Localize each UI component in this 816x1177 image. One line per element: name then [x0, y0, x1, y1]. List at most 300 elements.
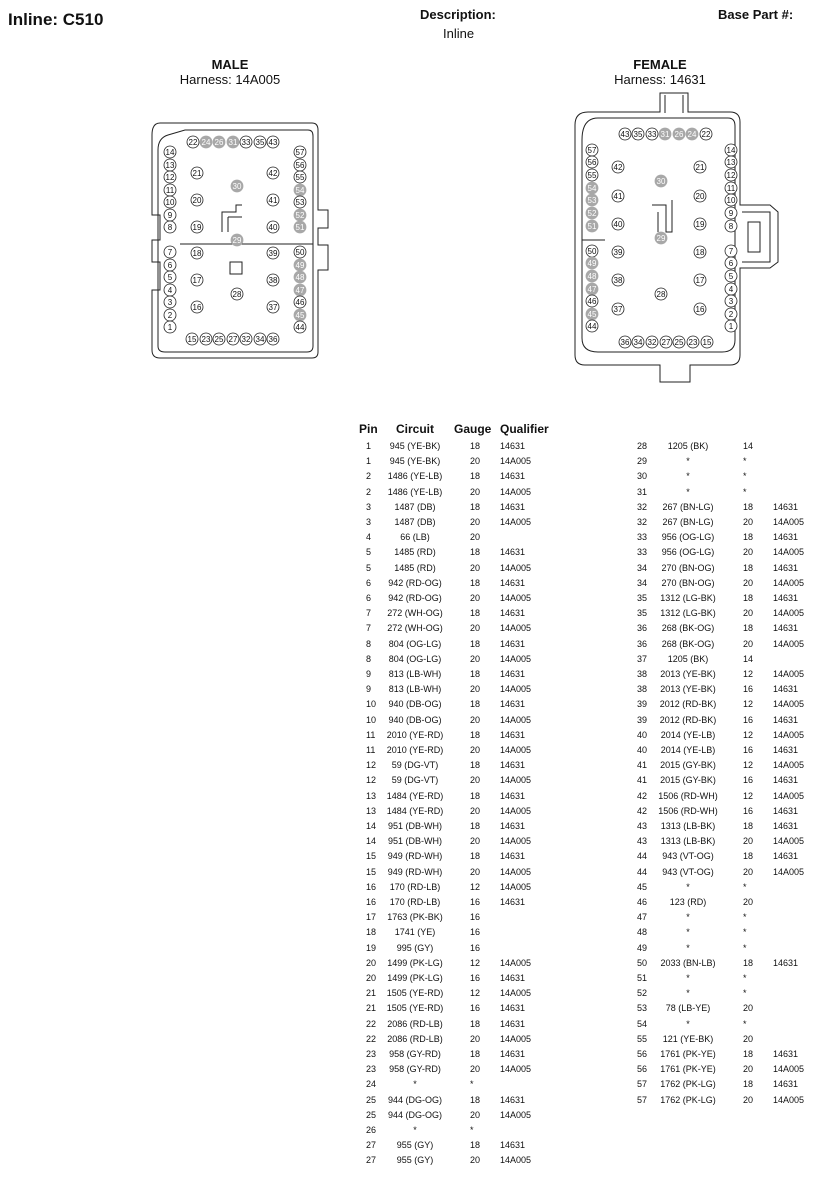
- pin-cell: 13: [366, 790, 377, 801]
- gauge-cell: 18: [743, 623, 754, 634]
- pin-cell: 9: [366, 669, 372, 679]
- female-pin-5: [725, 270, 737, 282]
- male-pin-51: [294, 221, 306, 233]
- page-title: Inline: C510: [8, 10, 104, 29]
- male-pin-43: [267, 136, 279, 148]
- qualifier-cell: 14A005: [773, 836, 805, 847]
- pin-cell: 25: [366, 1109, 377, 1120]
- circuit-cell: 943 (VT-OG): [662, 851, 714, 862]
- gauge-cell: 20: [743, 517, 754, 527]
- pin-cell: 16: [366, 881, 377, 892]
- gauge-cell: 18: [743, 562, 754, 573]
- circuit-cell: 2033 (BN-LB): [660, 957, 716, 968]
- gauge-cell: 18: [470, 1140, 481, 1151]
- gauge-cell: 20: [470, 866, 481, 877]
- circuit-cell: 1484 (YE-RD): [386, 790, 444, 801]
- female-pin-38: [612, 274, 624, 286]
- qualifier-cell: 14631: [500, 851, 526, 862]
- qualifier-cell: 14631: [773, 805, 799, 816]
- qualifier-cell: 14A005: [773, 866, 805, 877]
- qualifier-cell: 14A005: [500, 456, 532, 467]
- pin-number: 10: [165, 198, 175, 207]
- gauge-cell: 20: [743, 836, 754, 847]
- gauge-cell: 12: [743, 790, 754, 801]
- gauge-cell: 20: [470, 684, 481, 695]
- pin-cell: 52: [637, 988, 648, 999]
- qualifier-cell: 14631: [773, 1049, 799, 1059]
- gauge-cell: 16: [470, 942, 481, 953]
- gauge-cell: 20: [743, 1003, 754, 1014]
- circuit-cell: 2010 (YE-RD): [386, 745, 444, 755]
- male-pin-39: [267, 247, 279, 259]
- pin-number: 37: [613, 305, 623, 314]
- pin-cell: 41: [637, 775, 648, 786]
- gauge-cell: 20: [470, 486, 481, 497]
- qualifier-cell: 14631: [773, 562, 799, 573]
- circuit-cell: 270 (BN-OG): [661, 562, 715, 573]
- male-pin-45: [294, 309, 306, 321]
- male-pin-4: [164, 284, 176, 296]
- circuit-cell: 813 (LB-WH): [388, 669, 442, 679]
- gauge-cell: 18: [470, 1049, 481, 1059]
- pin-cell: 10: [366, 699, 377, 710]
- qualifier-cell: 14631: [500, 1018, 526, 1029]
- pin-cell: 27: [366, 1155, 377, 1166]
- pin-number: 52: [587, 209, 597, 218]
- pin-cell: 50: [637, 957, 648, 968]
- qualifier-cell: 14A005: [500, 805, 532, 816]
- circuit-cell: *: [686, 881, 690, 892]
- circuit-cell: 955 (GY): [396, 1140, 434, 1151]
- qualifier-cell: 14631: [773, 745, 799, 755]
- pin-cell: 57: [637, 1094, 648, 1105]
- female-pin-10: [725, 194, 737, 206]
- pin-number: 55: [295, 173, 305, 182]
- gauge-cell: *: [743, 456, 747, 467]
- circuit-cell: 2013 (YE-BK): [660, 684, 716, 695]
- pin-number: 54: [587, 184, 597, 193]
- circuit-cell: 2014 (YE-LB): [660, 729, 716, 740]
- male-pin-25: [213, 333, 225, 345]
- male-pin-22: [187, 136, 199, 148]
- pin-number: 52: [295, 211, 305, 220]
- pin-number: 26: [674, 130, 684, 139]
- female-pin-31: [659, 128, 671, 140]
- description-label: Description:: [420, 7, 496, 22]
- circuit-cell: 66 (LB): [400, 532, 430, 543]
- pin-cell: 2: [366, 486, 372, 497]
- circuit-cell: 943 (VT-OG): [662, 866, 714, 877]
- qualifier-cell: 14631: [500, 1140, 526, 1151]
- circuit-cell: 2086 (RD-LB): [387, 1018, 443, 1029]
- female-pin-14: [725, 144, 737, 156]
- qualifier-cell: 14631: [773, 623, 799, 634]
- female-pin-6: [725, 257, 737, 269]
- gauge-cell: 20: [470, 714, 481, 725]
- pin-cell: 1: [366, 441, 372, 451]
- pin-number: 3: [167, 298, 173, 307]
- pin-number: 12: [165, 173, 175, 182]
- pin-number: 25: [214, 335, 224, 344]
- circuit-cell: *: [686, 927, 690, 938]
- circuit-cell: 268 (BK-OG): [661, 623, 715, 634]
- female-pin-45: [586, 308, 598, 320]
- female-pin-28: [655, 288, 667, 300]
- gauge-cell: 12: [470, 881, 481, 892]
- female-pin-40: [612, 218, 624, 230]
- circuit-cell: 272 (WH-OG): [387, 623, 443, 634]
- pin-cell: 40: [637, 745, 648, 755]
- pin-number: 55: [587, 171, 597, 180]
- female-pin-21: [694, 161, 706, 173]
- qualifier-cell: 14A005: [773, 517, 805, 527]
- pin-number: 22: [188, 138, 198, 147]
- pin-number: 23: [201, 335, 211, 344]
- qualifier-cell: 14631: [500, 669, 526, 679]
- qualifier-cell: 14A005: [773, 699, 805, 710]
- gauge-cell: 20: [743, 608, 754, 619]
- pin-cell: 30: [637, 471, 648, 482]
- gauge-cell: 18: [470, 501, 481, 512]
- pin-number: 15: [702, 338, 712, 347]
- male-pin-26: [213, 136, 225, 148]
- female-pin-19: [694, 218, 706, 230]
- gauge-cell: *: [743, 973, 747, 983]
- gauge-cell: 18: [743, 501, 754, 512]
- female-pin-50: [586, 245, 598, 257]
- pin-cell: 11: [366, 729, 376, 740]
- gauge-cell: *: [470, 1079, 474, 1090]
- gauge-cell: 12: [743, 669, 754, 679]
- pin-number: 28: [656, 290, 666, 299]
- pin-cell: 38: [637, 684, 648, 695]
- circuit-cell: 1487 (DB): [394, 517, 436, 527]
- circuit-cell: 1762 (PK-LG): [660, 1079, 716, 1090]
- pin-cell: 12: [366, 775, 377, 786]
- gauge-cell: 20: [470, 1109, 481, 1120]
- qualifier-cell: 14631: [773, 1079, 799, 1090]
- female-pin-9: [725, 207, 737, 219]
- male-pin-41: [267, 194, 279, 206]
- circuit-cell: 1499 (PK-LG): [387, 973, 443, 983]
- pin-cell: 36: [637, 623, 648, 634]
- gauge-cell: 12: [470, 988, 481, 999]
- pin-number: 50: [587, 247, 597, 256]
- male-pin-21: [191, 167, 203, 179]
- pin-number: 11: [726, 184, 736, 193]
- pin-cell: 38: [637, 669, 648, 679]
- pin-cell: 54: [637, 1018, 648, 1029]
- female-pin-17: [694, 274, 706, 286]
- male-pin-37: [267, 301, 279, 313]
- male-pin-33: [240, 136, 252, 148]
- gauge-cell: *: [743, 912, 747, 923]
- pin-number: 28: [232, 290, 242, 299]
- pin-number: 45: [587, 310, 597, 319]
- pin-number: 36: [268, 335, 278, 344]
- gauge-cell: 16: [743, 805, 754, 816]
- gauge-cell: 18: [743, 593, 754, 603]
- pin-cell: 33: [637, 547, 648, 558]
- gauge-cell: 18: [470, 851, 481, 862]
- male-pin-18: [191, 247, 203, 259]
- female-harness: Harness: 14631: [614, 72, 706, 87]
- pin-cell: 39: [637, 714, 648, 725]
- pin-cell: 22: [366, 1033, 377, 1044]
- circuit-cell: 942 (RD-OG): [388, 577, 442, 588]
- pin-cell: 46: [637, 897, 648, 907]
- circuit-cell: 1205 (BK): [667, 653, 709, 664]
- gauge-cell: 14: [743, 653, 754, 664]
- pin-cell: 51: [637, 973, 648, 983]
- female-pin-7: [725, 245, 737, 257]
- qualifier-cell: 14A005: [500, 486, 532, 497]
- circuit-cell: 949 (RD-WH): [387, 866, 443, 877]
- circuit-cell: 170 (RD-LB): [389, 881, 441, 892]
- circuit-cell: 121 (YE-BK): [662, 1033, 714, 1044]
- pin-number: 47: [587, 285, 597, 294]
- pin-number: 8: [728, 222, 734, 231]
- pin-cell: 49: [637, 942, 648, 953]
- pin-number: 41: [268, 196, 278, 205]
- qualifier-cell: 14631: [773, 851, 799, 862]
- gauge-cell: 20: [470, 623, 481, 634]
- female-pin-47: [586, 283, 598, 295]
- gauge-cell: 20: [470, 745, 481, 755]
- pin-number: 35: [633, 130, 643, 139]
- gauge-cell: 20: [470, 805, 481, 816]
- pin-cell: 44: [637, 851, 648, 862]
- pin-number: 42: [268, 169, 278, 178]
- gauge-cell: 18: [470, 638, 481, 649]
- pin-number: 4: [728, 285, 734, 294]
- pin-cell: 26: [366, 1125, 377, 1135]
- qualifier-cell: 14A005: [773, 1064, 805, 1075]
- female-pin-1: [725, 320, 737, 332]
- qualifier-cell: 14A005: [500, 593, 532, 603]
- gauge-cell: 18: [470, 729, 481, 740]
- gauge-cell: 20: [470, 532, 481, 543]
- pin-cell: 43: [637, 836, 648, 847]
- gauge-cell: 14: [743, 441, 754, 451]
- pin-number: 49: [295, 261, 305, 270]
- female-pin-49: [586, 257, 598, 269]
- circuit-cell: 2014 (YE-LB): [660, 745, 716, 755]
- circuit-cell: 1312 (LG-BK): [660, 608, 716, 619]
- pin-cell: 39: [637, 699, 648, 710]
- pin-number: 32: [647, 338, 657, 347]
- gauge-cell: 20: [743, 1033, 754, 1044]
- circuit-cell: 958 (GY-RD): [389, 1064, 441, 1075]
- gauge-cell: 18: [470, 1094, 481, 1105]
- pin-number: 38: [613, 276, 623, 285]
- pin-number: 16: [192, 303, 202, 312]
- pin-number: 27: [661, 338, 671, 347]
- female-pin-56: [586, 156, 598, 168]
- qualifier-cell: 14631: [500, 638, 526, 649]
- female-pin-13: [725, 156, 737, 168]
- qualifier-cell: 14631: [500, 897, 526, 907]
- female-pin-22: [700, 128, 712, 140]
- male-pin-8: [164, 221, 176, 233]
- pin-number: 43: [268, 138, 278, 147]
- qualifier-cell: 14631: [773, 957, 799, 968]
- gauge-cell: 12: [743, 760, 754, 771]
- pin-cell: 43: [637, 821, 648, 831]
- qualifier-cell: 14631: [500, 547, 526, 558]
- pin-number: 19: [192, 223, 202, 232]
- qualifier-cell: 14631: [773, 714, 799, 725]
- male-pin-56: [294, 159, 306, 171]
- circuit-cell: 945 (YE-BK): [389, 441, 441, 451]
- female-pin-36: [619, 336, 631, 348]
- male-pin-49: [294, 259, 306, 271]
- circuit-cell: 1763 (PK-BK): [387, 912, 443, 923]
- gauge-cell: 18: [470, 1018, 481, 1029]
- circuit-cell: 78 (LB-YE): [665, 1003, 711, 1014]
- female-pin-53: [586, 194, 598, 206]
- pin-cell: 41: [637, 760, 648, 771]
- qualifier-cell: 14A005: [773, 577, 805, 588]
- column-header-gauge: Gauge: [454, 422, 492, 436]
- base-part-label: Base Part #:: [718, 7, 794, 22]
- pin-number: 43: [620, 130, 630, 139]
- circuit-cell: 1484 (YE-RD): [386, 805, 444, 816]
- circuit-cell: 940 (DB-OG): [388, 699, 442, 710]
- female-pin-43: [619, 128, 631, 140]
- pin-number: 17: [192, 276, 202, 285]
- qualifier-cell: 14631: [500, 1049, 526, 1059]
- pin-cell: 42: [637, 805, 648, 816]
- pin-number: 24: [687, 130, 697, 139]
- qualifier-cell: 14631: [773, 593, 799, 603]
- gauge-cell: 18: [470, 441, 481, 451]
- pin-number: 2: [167, 311, 173, 320]
- pin-number: 1: [728, 322, 734, 331]
- gauge-cell: 16: [470, 912, 481, 923]
- circuit-cell: *: [413, 1079, 417, 1090]
- pin-number: 6: [167, 261, 173, 270]
- qualifier-cell: 14A005: [500, 684, 532, 695]
- pin-number: 48: [295, 273, 305, 282]
- circuit-cell: *: [686, 486, 690, 497]
- pin-number: 18: [192, 249, 202, 258]
- pin-cell: 18: [366, 927, 377, 938]
- gauge-cell: 18: [743, 532, 754, 543]
- circuit-cell: 951 (DB-WH): [387, 821, 442, 831]
- pin-cell: 15: [366, 866, 377, 877]
- female-pin-12: [725, 169, 737, 181]
- qualifier-cell: 14A005: [500, 836, 532, 847]
- male-pin-27: [227, 333, 239, 345]
- column-header-circuit: Circuit: [396, 422, 435, 436]
- pin-number: 37: [268, 303, 278, 312]
- circuit-cell: 813 (LB-WH): [388, 684, 442, 695]
- pin-number: 33: [647, 130, 657, 139]
- male-pin-53: [294, 196, 306, 208]
- qualifier-cell: 14631: [500, 441, 526, 451]
- connector-diagrams: [0, 0, 816, 400]
- pin-number: 46: [587, 297, 597, 306]
- gauge-cell: 20: [743, 1064, 754, 1075]
- column-header-pin: Pin: [359, 422, 378, 436]
- qualifier-cell: 14A005: [773, 638, 805, 649]
- male-pin-12: [164, 171, 176, 183]
- pin-cell: 53: [637, 1003, 648, 1014]
- gauge-cell: 16: [470, 927, 481, 938]
- pin-number: 6: [728, 259, 734, 268]
- pin-number: 47: [295, 286, 305, 295]
- pin-cell: 55: [637, 1033, 648, 1044]
- circuit-cell: 170 (RD-LB): [389, 897, 441, 907]
- pin-cell: 8: [366, 653, 372, 664]
- male-pin-13: [164, 159, 176, 171]
- circuit-cell: 267 (BN-LG): [662, 501, 714, 512]
- male-pin-46: [294, 296, 306, 308]
- female-pin-41: [612, 190, 624, 202]
- gauge-cell: 20: [743, 866, 754, 877]
- pin-number: 44: [295, 323, 305, 332]
- gauge-cell: 20: [743, 897, 754, 907]
- circuit-cell: 270 (BN-OG): [661, 577, 715, 588]
- qualifier-cell: 14A005: [500, 714, 532, 725]
- female-pin-44: [586, 320, 598, 332]
- pin-cell: 23: [366, 1049, 377, 1059]
- gauge-cell: 18: [743, 821, 754, 831]
- male-pin-15: [186, 333, 198, 345]
- gauge-cell: *: [743, 486, 747, 497]
- female-pin-layer: [586, 128, 737, 348]
- circuit-cell: 268 (BK-OG): [661, 638, 715, 649]
- pin-number: 45: [295, 311, 305, 320]
- pin-cell: 56: [637, 1064, 648, 1075]
- gauge-cell: 20: [470, 1033, 481, 1044]
- male-pin-19: [191, 221, 203, 233]
- pin-cell: 32: [637, 517, 648, 527]
- pin-cell: 5: [366, 562, 372, 573]
- pin-cell: 27: [366, 1140, 377, 1151]
- gauge-cell: *: [743, 881, 747, 892]
- pin-number: 29: [232, 236, 242, 245]
- pin-number: 44: [587, 322, 597, 331]
- female-pin-23: [687, 336, 699, 348]
- female-pin-16: [694, 303, 706, 315]
- qualifier-cell: 14631: [500, 821, 526, 831]
- pin-cell: 11: [366, 745, 376, 755]
- gauge-cell: 20: [470, 1064, 481, 1075]
- female-pin-52: [586, 207, 598, 219]
- qualifier-cell: 14A005: [500, 1155, 532, 1166]
- gauge-cell: *: [743, 942, 747, 953]
- pin-number: 35: [255, 138, 265, 147]
- female-pin-20: [694, 190, 706, 202]
- pin-cell: 17: [366, 912, 377, 923]
- pin-number: 26: [214, 138, 224, 147]
- pin-number: 25: [674, 338, 684, 347]
- qualifier-cell: 14631: [500, 608, 526, 619]
- pin-cell: 35: [637, 608, 648, 619]
- pin-number: 41: [613, 192, 623, 201]
- circuit-cell: 1312 (LG-BK): [660, 593, 716, 603]
- pin-number: 16: [695, 305, 705, 314]
- qualifier-cell: 14631: [773, 775, 799, 786]
- pin-number: 57: [587, 146, 597, 155]
- male-pin-52: [294, 209, 306, 221]
- pin-cell: 2: [366, 471, 372, 482]
- pin-cell: 6: [366, 577, 372, 588]
- gauge-cell: 16: [743, 775, 754, 786]
- pin-cell: 24: [366, 1079, 377, 1090]
